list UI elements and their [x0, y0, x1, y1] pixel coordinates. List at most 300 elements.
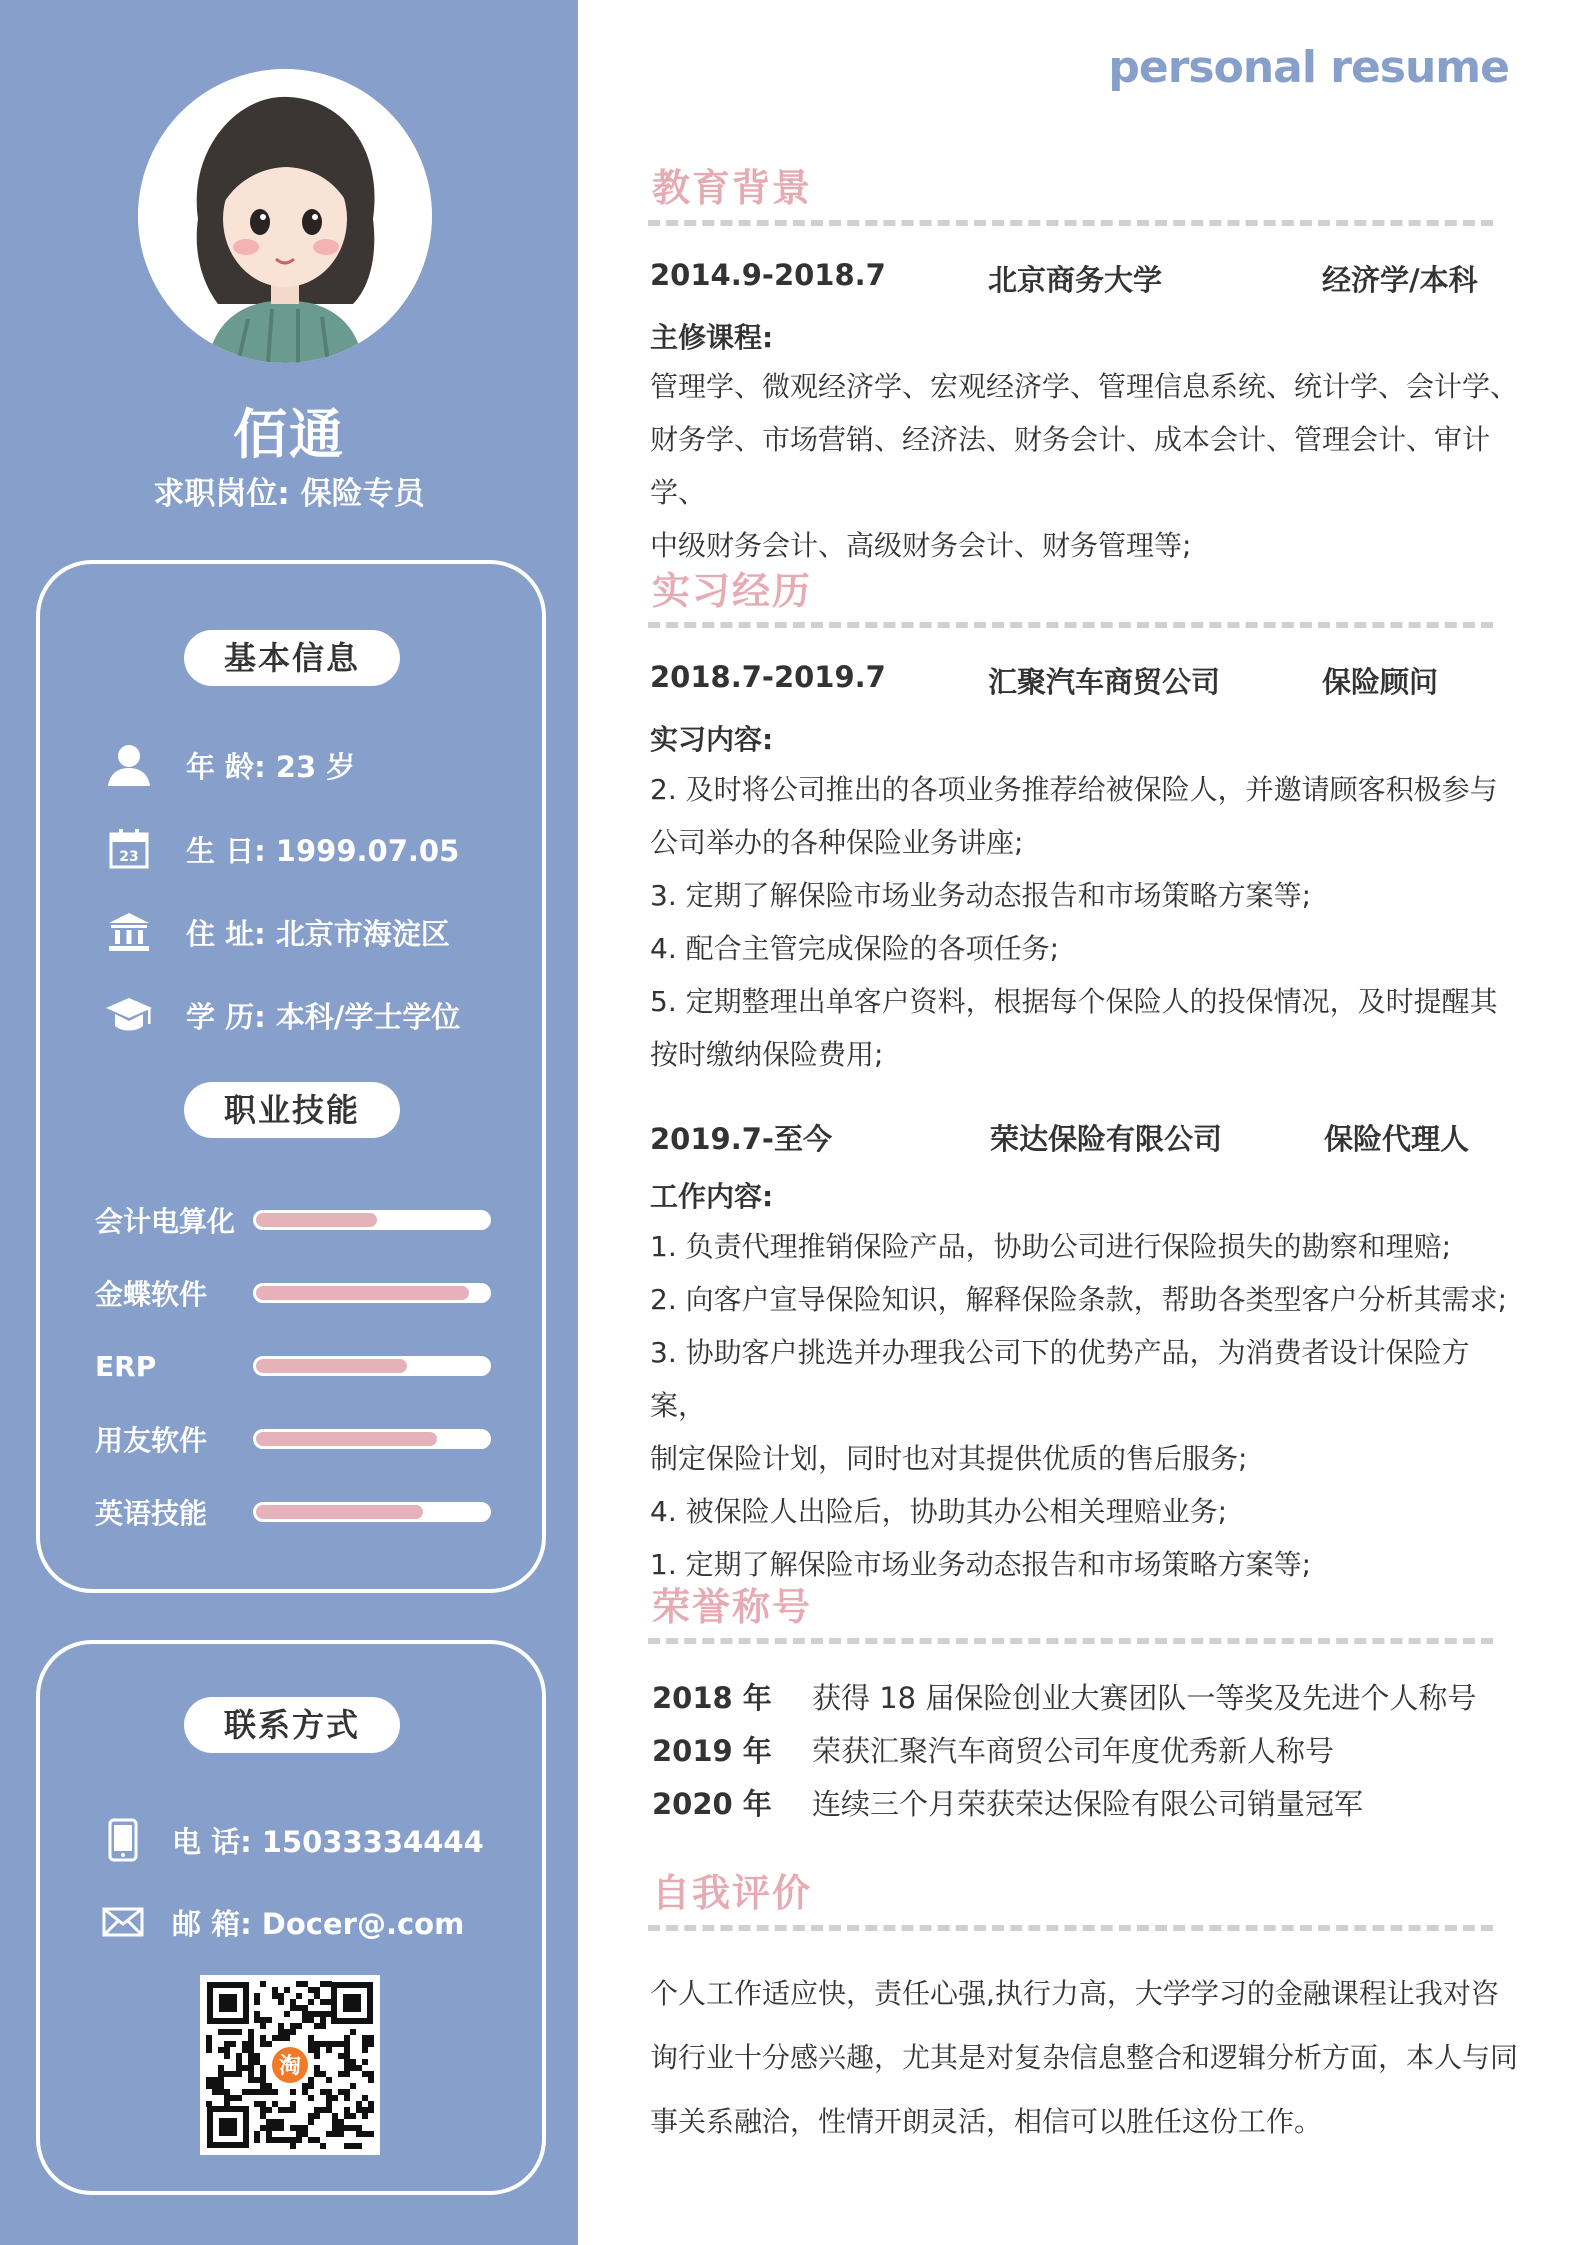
qr-module	[242, 2089, 248, 2095]
qr-module	[254, 2101, 260, 2107]
honor-year: 2019 年	[652, 1734, 772, 1768]
qr-module	[260, 2065, 266, 2071]
qr-module	[254, 1993, 260, 1999]
qr-module	[278, 2137, 284, 2143]
qr-module	[302, 2005, 308, 2011]
self-eval-text	[650, 1962, 1530, 2154]
qr-module	[254, 2131, 260, 2137]
qr-module	[296, 2005, 302, 2011]
qr-module	[206, 2047, 212, 2053]
qr-module	[338, 2119, 344, 2125]
info-education	[104, 990, 460, 1040]
qr-module	[302, 2131, 308, 2137]
qr-module	[356, 2125, 362, 2131]
section-divider	[648, 1638, 1493, 1644]
section-divider	[648, 220, 1493, 226]
qr-module	[314, 2011, 320, 2017]
qr-module	[302, 2089, 308, 2095]
qr-module	[326, 2047, 332, 2053]
qr-module	[266, 2131, 272, 2137]
qr-module	[344, 2107, 350, 2113]
qr-module	[224, 2047, 230, 2053]
qr-module	[224, 2089, 230, 2095]
qr-module	[308, 2011, 314, 2017]
qr-module	[314, 1987, 320, 1993]
qr-module	[362, 2041, 368, 2047]
qr-module	[362, 2107, 368, 2113]
qr-module	[242, 2065, 248, 2071]
contact-email	[98, 1897, 464, 1947]
qr-module	[344, 2047, 350, 2053]
job-content-label: 实习内容:	[650, 723, 774, 756]
qr-module	[272, 2101, 278, 2107]
calendar-icon-text: 23	[119, 849, 139, 865]
qr-module	[254, 2053, 260, 2059]
qr-module	[212, 2077, 218, 2083]
courses-text	[650, 360, 1520, 572]
qr-module	[326, 2077, 332, 2083]
sidebar	[0, 0, 578, 2245]
qr-module	[260, 2035, 266, 2041]
job-content-line: 2. 及时将公司推出的各项业务推荐给被保险人，并邀请顾客积极参与	[650, 773, 1498, 806]
skill-bar-fill	[256, 1432, 437, 1446]
qr-module	[230, 2071, 236, 2077]
qr-module	[290, 2137, 296, 2143]
skill-bar-fill	[256, 1505, 423, 1519]
qr-module	[308, 2047, 314, 2053]
graduation-cap-icon	[104, 990, 154, 1040]
info-age-text: 年 龄: 23 岁	[186, 749, 356, 784]
self-eval-line: 个人工作适应快，责任心强,执行力高，大学学习的金融课程让我对咨	[650, 1977, 1499, 2010]
qr-module	[272, 1987, 278, 1993]
bank-icon	[104, 907, 154, 957]
qr-module	[308, 2113, 314, 2119]
qr-module	[278, 1993, 284, 1999]
qr-module	[254, 1999, 260, 2005]
qr-module	[284, 1987, 290, 1993]
qr-module	[362, 2047, 368, 2053]
qr-module	[230, 2095, 236, 2101]
contact-email-text[interactable]: 邮 箱: Docer@.com	[172, 1906, 465, 1941]
user-icon	[104, 740, 154, 790]
qr-module	[236, 2059, 242, 2065]
qr-module	[296, 2137, 302, 2143]
qr-module	[278, 2125, 284, 2131]
honor-item	[652, 1778, 1363, 1831]
qr-module	[272, 1993, 278, 1999]
qr-module	[320, 2023, 326, 2029]
qr-code[interactable]	[200, 1975, 380, 2155]
skill-label: 金蝶软件	[95, 1278, 208, 1311]
qr-module	[344, 2053, 350, 2059]
qr-module	[236, 2029, 242, 2035]
qr-module	[260, 2023, 266, 2029]
qr-module	[218, 2077, 224, 2083]
qr-module	[308, 2137, 314, 2143]
qr-module	[284, 2137, 290, 2143]
courses-line: 管理学、微观经济学、宏观经济学、管理信息系统、统计学、会计学、	[650, 370, 1519, 403]
qr-module	[338, 2071, 344, 2077]
qr-badge-text: 淘	[278, 2054, 302, 2079]
qr-module	[350, 2065, 356, 2071]
qr-module	[314, 2071, 320, 2077]
qr-module	[218, 2089, 224, 2095]
qr-module	[218, 2065, 224, 2071]
qr-module	[356, 2065, 362, 2071]
skill-item	[95, 1346, 495, 1386]
job-role: 保险代理人	[1324, 1122, 1470, 1156]
qr-module	[338, 2089, 344, 2095]
qr-module	[338, 2053, 344, 2059]
qr-module	[272, 2119, 278, 2125]
qr-module	[320, 2107, 326, 2113]
qr-module	[224, 2095, 230, 2101]
qr-module	[278, 2035, 284, 2041]
qr-module	[308, 2095, 314, 2101]
self-eval-line: 事关系融洽，性情开朗灵活，相信可以胜任这份工作。	[650, 2105, 1323, 2138]
qr-module	[296, 1993, 302, 1999]
info-address-text: 住 址: 北京市海淀区	[186, 916, 450, 951]
qr-module	[284, 2011, 290, 2017]
qr-module	[266, 2017, 272, 2023]
qr-module	[356, 2131, 362, 2137]
job-content-line: 3. 定期了解保险市场业务动态报告和市场策略方案等;	[650, 879, 1312, 912]
qr-module	[260, 2071, 266, 2077]
job-content-line: 制定保险计划，同时也对其提供优质的售后服务;	[650, 1442, 1248, 1475]
honor-year: 2018 年	[652, 1681, 772, 1715]
qr-module	[260, 2113, 266, 2119]
honor-text: 荣获汇聚汽车商贸公司年度优秀新人称号	[812, 1734, 1335, 1768]
job-objective: 求职岗位: 保险专员	[153, 476, 425, 512]
qr-module	[278, 1999, 284, 2005]
qr-module	[350, 2059, 356, 2065]
qr-module	[308, 2083, 314, 2089]
job-content-line: 公司举办的各种保险业务讲座;	[650, 826, 1024, 859]
qr-module	[338, 2041, 344, 2047]
qr-module	[308, 2041, 314, 2047]
qr-module	[266, 2137, 272, 2143]
qr-module	[326, 2089, 332, 2095]
qr-module	[272, 2125, 278, 2131]
qr-module	[314, 2041, 320, 2047]
qr-module	[350, 2113, 356, 2119]
qr-module	[332, 2041, 338, 2047]
qr-module	[206, 2041, 212, 2047]
qr-module	[284, 2107, 290, 2113]
qr-module	[308, 2077, 314, 2083]
qr-module	[290, 2023, 296, 2029]
info-education-text: 学 历: 本科/学士学位	[186, 999, 461, 1034]
qr-module	[290, 2143, 296, 2149]
qr-module	[260, 2077, 266, 2083]
qr-module	[314, 2053, 320, 2059]
qr-module	[284, 2035, 290, 2041]
qr-module	[248, 2047, 254, 2053]
qr-module	[236, 2053, 242, 2059]
avatar	[138, 69, 432, 363]
qr-module	[368, 2077, 374, 2083]
qr-module	[344, 2065, 350, 2071]
info-birthday	[104, 824, 459, 874]
qr-module	[368, 2101, 374, 2107]
qr-module	[302, 1981, 308, 1987]
qr-module	[350, 2125, 356, 2131]
qr-module	[260, 2083, 266, 2089]
qr-module	[272, 2137, 278, 2143]
qr-module	[248, 2071, 254, 2077]
qr-module	[314, 1993, 320, 1999]
honor-text: 连续三个月荣获荣达保险有限公司销量冠军	[812, 1787, 1364, 1821]
qr-module	[290, 2005, 296, 2011]
qr-module	[362, 2035, 368, 2041]
candidate-name: 佰通	[233, 403, 345, 466]
qr-module	[344, 2041, 350, 2047]
qr-module	[272, 2035, 278, 2041]
qr-module	[260, 2101, 266, 2107]
qr-module	[308, 2017, 314, 2023]
qr-module	[308, 1999, 314, 2005]
self-eval-heading: 自我评价	[652, 1871, 813, 1915]
job-content-line: 4. 被保险人出险后，协助其办公相关理赔业务;	[650, 1495, 1228, 1528]
job-content-line: 按时缴纳保险费用;	[650, 1038, 884, 1071]
qr-module	[248, 2041, 254, 2047]
qr-module	[260, 1981, 266, 1987]
qr-module	[368, 2035, 374, 2041]
info-birthday-text: 生 日: 1999.07.05	[186, 833, 460, 868]
qr-module	[326, 2107, 332, 2113]
qr-module	[278, 2107, 284, 2113]
qr-module	[272, 2089, 278, 2095]
courses-label: 主修课程:	[650, 321, 774, 354]
qr-module	[230, 2041, 236, 2047]
honors-heading: 荣誉称号	[652, 1585, 813, 1629]
skills-heading: 职业技能	[184, 1082, 400, 1138]
qr-module	[350, 2083, 356, 2089]
qr-module	[362, 2131, 368, 2137]
job-content-line: 1. 定期了解保险市场业务动态报告和市场策略方案等;	[650, 1548, 1312, 1581]
qr-module	[260, 2017, 266, 2023]
qr-module	[344, 2143, 350, 2149]
qr-module	[284, 2029, 290, 2035]
qr-module	[248, 2029, 254, 2035]
qr-module	[254, 2137, 260, 2143]
qr-module	[314, 2065, 320, 2071]
skill-label: ERP	[95, 1349, 157, 1383]
qr-module	[344, 2125, 350, 2131]
qr-module	[332, 2125, 338, 2131]
skill-label: 用友软件	[95, 1424, 208, 1457]
qr-module	[320, 2041, 326, 2047]
skill-bar	[253, 1356, 491, 1376]
qr-module	[332, 2131, 338, 2137]
qr-module	[332, 2119, 338, 2125]
qr-code-graphic	[200, 1975, 380, 2155]
qr-module	[296, 1981, 302, 1987]
qr-module	[314, 2107, 320, 2113]
qr-module	[230, 2029, 236, 2035]
qr-module	[320, 2143, 326, 2149]
qr-module	[290, 2029, 296, 2035]
qr-module	[326, 2101, 332, 2107]
internship-heading: 实习经历	[652, 569, 813, 613]
qr-module	[266, 2089, 272, 2095]
info-address	[104, 907, 450, 957]
qr-module	[266, 2119, 272, 2125]
qr-module	[314, 2113, 320, 2119]
qr-module	[320, 2011, 326, 2017]
self-eval-line: 询行业十分感兴趣，尤其是对复杂信息整合和逻辑分析方面，本人与同	[650, 2041, 1519, 2074]
qr-module	[248, 2077, 254, 2083]
qr-module	[314, 2023, 320, 2029]
qr-module	[308, 1987, 314, 1993]
qr-module	[218, 2071, 224, 2077]
basic-info-heading: 基本信息	[184, 630, 400, 686]
qr-module	[302, 2083, 308, 2089]
qr-module	[248, 2053, 254, 2059]
qr-module	[344, 2059, 350, 2065]
skill-item	[95, 1419, 495, 1459]
qr-module	[218, 2029, 224, 2035]
qr-module	[296, 2131, 302, 2137]
contact-phone-text[interactable]: 电 话: 15033334444	[172, 1824, 484, 1859]
education-heading: 教育背景	[652, 166, 813, 210]
qr-module	[218, 2083, 224, 2089]
job-period: 2018.7-2019.7	[650, 660, 886, 694]
qr-module	[338, 2125, 344, 2131]
job-content-line: 3. 协助客户挑选并办理我公司下的优势产品，为消费者设计保险方案，	[650, 1336, 1470, 1422]
qr-module	[242, 2041, 248, 2047]
qr-module	[224, 2053, 230, 2059]
qr-module	[326, 2095, 332, 2101]
contact-phone	[98, 1815, 484, 1865]
skill-item	[95, 1200, 495, 1240]
qr-module	[356, 2107, 362, 2113]
qr-module	[260, 2089, 266, 2095]
qr-module	[278, 2023, 284, 2029]
qr-module	[296, 2023, 302, 2029]
qr-module	[320, 1981, 326, 1987]
job-content-line: 2. 向客户宣导保险知识，解释保险条款，帮助各类型客户分析其需求;	[650, 1283, 1508, 1316]
qr-module	[308, 2035, 314, 2041]
qr-module	[266, 2107, 272, 2113]
qr-module	[236, 2095, 242, 2101]
education-period: 2014.9-2018.7	[650, 258, 886, 292]
qr-module	[290, 2089, 296, 2095]
qr-module	[212, 2083, 218, 2089]
qr-module	[224, 2041, 230, 2047]
honor-year: 2020 年	[652, 1787, 772, 1821]
qr-module	[254, 2017, 260, 2023]
qr-module	[236, 2071, 242, 2077]
qr-module	[260, 2107, 266, 2113]
job-period: 2019.7-至今	[650, 1122, 832, 1156]
qr-module	[344, 2113, 350, 2119]
qr-module	[290, 2125, 296, 2131]
qr-module	[254, 2059, 260, 2065]
qr-module	[254, 2011, 260, 2017]
qr-module	[290, 1999, 296, 2005]
job-content	[650, 763, 1520, 1081]
job-content	[650, 1220, 1520, 1591]
education-school: 北京商务大学	[988, 263, 1163, 297]
qr-module	[218, 2047, 224, 2053]
job-content-line: 5. 定期整理出单客户资料，根据每个保险人的投保情况，及时提醒其	[650, 985, 1498, 1018]
qr-module	[248, 2059, 254, 2065]
qr-module	[368, 2107, 374, 2113]
qr-module	[362, 2095, 368, 2101]
skill-label: 英语技能	[95, 1497, 208, 1530]
qr-module	[248, 2089, 254, 2095]
skill-label: 会计电算化	[95, 1205, 236, 1238]
job-company: 荣达保险有限公司	[990, 1122, 1223, 1156]
qr-module	[344, 2071, 350, 2077]
qr-module	[332, 2095, 338, 2101]
qr-module	[356, 2143, 362, 2149]
section-divider	[648, 622, 1493, 628]
qr-module	[206, 2083, 212, 2089]
qr-module	[368, 2041, 374, 2047]
qr-module	[236, 2065, 242, 2071]
qr-module	[290, 2107, 296, 2113]
qr-module	[302, 2017, 308, 2023]
qr-module	[314, 2137, 320, 2143]
calendar-icon	[104, 824, 154, 874]
qr-module	[326, 2041, 332, 2047]
job-role: 保险顾问	[1322, 665, 1439, 699]
qr-module	[344, 2089, 350, 2095]
qr-module	[314, 2047, 320, 2053]
honor-item	[652, 1672, 1476, 1725]
section-divider	[648, 1925, 1493, 1931]
qr-module	[320, 2017, 326, 2023]
avatar-illustration	[138, 69, 432, 363]
qr-module	[224, 2071, 230, 2077]
qr-module	[206, 2035, 212, 2041]
qr-module	[350, 2029, 356, 2035]
job-company: 汇聚汽车商贸公司	[988, 665, 1221, 699]
qr-module	[350, 2143, 356, 2149]
qr-module	[254, 2077, 260, 2083]
skill-bar	[253, 1283, 491, 1303]
qr-module	[362, 2059, 368, 2065]
qr-module	[224, 2029, 230, 2035]
qr-module	[326, 2131, 332, 2137]
qr-module	[278, 2029, 284, 2035]
qr-module	[320, 1999, 326, 2005]
phone-icon	[98, 1815, 148, 1865]
qr-module	[248, 2035, 254, 2041]
qr-module	[290, 2101, 296, 2107]
qr-module	[368, 2131, 374, 2137]
education-major: 经济学/本科	[1322, 263, 1478, 297]
job-content-label: 工作内容:	[650, 1180, 774, 1213]
qr-module	[254, 2089, 260, 2095]
honor-item	[652, 1725, 1334, 1778]
qr-module	[344, 2095, 350, 2101]
qr-module	[248, 2065, 254, 2071]
skill-bar-fill	[256, 1359, 407, 1373]
skill-item	[95, 1273, 495, 1313]
mail-icon	[98, 1897, 148, 1947]
qr-module	[320, 2089, 326, 2095]
job-content-line: 4. 配合主管完成保险的各项任务;	[650, 932, 1060, 965]
qr-module	[338, 2131, 344, 2137]
qr-module	[242, 2047, 248, 2053]
resume-title: personal resume	[1108, 42, 1509, 93]
qr-module	[332, 2113, 338, 2119]
job-content-line: 1. 负责代理推销保险产品，协助公司进行保险损失的勘察和理赔;	[650, 1230, 1452, 1263]
qr-module	[212, 2089, 218, 2095]
